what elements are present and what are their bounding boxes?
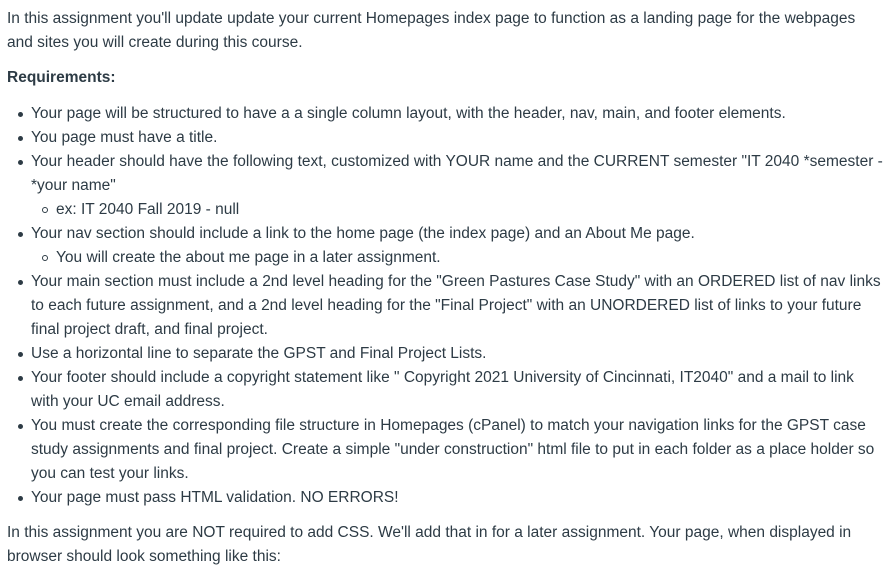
outro-paragraph: In this assignment you are NOT required to add CSS. We'll add that in for a later assignment. Your page, when displayed in browser should look something like this: (7, 524, 852, 565)
requirement-item (31, 366, 884, 414)
requirement-sub-list (31, 198, 884, 222)
requirement-item (31, 270, 884, 342)
requirement-text: You page must have a title. (31, 129, 218, 146)
requirement-text: Your nav section should include a link to the home page (the index page) and an About Me page. (31, 225, 695, 242)
requirement-text: Your main section must include a 2nd level heading for the "Green Pastures Case Study" with an ORDERED list of nav links to each future assignment, and a 2nd level heading for the "Final Project" with an UNORDERED list of links to your future final project draft, and final project. (31, 273, 881, 338)
requirement-item (31, 150, 884, 222)
requirement-item (31, 126, 884, 150)
requirement-item (31, 414, 884, 486)
requirement-sub-list (31, 246, 884, 270)
requirements-list (7, 102, 884, 510)
requirement-text: Use a horizontal line to separate the GPST and Final Project Lists. (31, 345, 487, 362)
requirement-text: Your header should have the following text, customized with YOUR name and the CURRENT semester "IT 2040 *semester - *your name" (31, 153, 883, 194)
requirements-heading: Requirements: (7, 69, 116, 86)
intro-paragraph: In this assignment you'll update update your current Homepages index page to function as a landing page for the webpages and sites you will create during this course. (7, 10, 856, 51)
requirement-item (31, 222, 884, 270)
requirement-text: Your footer should include a copyright statement like " Copyright 2021 University of Cincinnati, IT2040" and a mail to link with your UC email address. (31, 369, 854, 410)
requirement-item (31, 486, 884, 510)
requirement-text: Your page will be structured to have a a single column layout, with the header, nav, main, and footer elements. (31, 105, 786, 122)
requirement-sub-item: You will create the about me page in a later assignment. (56, 246, 884, 270)
requirement-text: Your page must pass HTML validation. NO ERRORS! (31, 489, 399, 506)
requirement-item (31, 102, 884, 126)
requirement-text: You must create the corresponding file structure in Homepages (cPanel) to match your navigation links for the GPST case study assignments and final project. Create a simple "under construction" html file to put in each folder as a place holder so you can test your links. (31, 417, 875, 482)
requirement-sub-item: ex: IT 2040 Fall 2019 - null (56, 198, 884, 222)
requirement-item (31, 342, 884, 366)
